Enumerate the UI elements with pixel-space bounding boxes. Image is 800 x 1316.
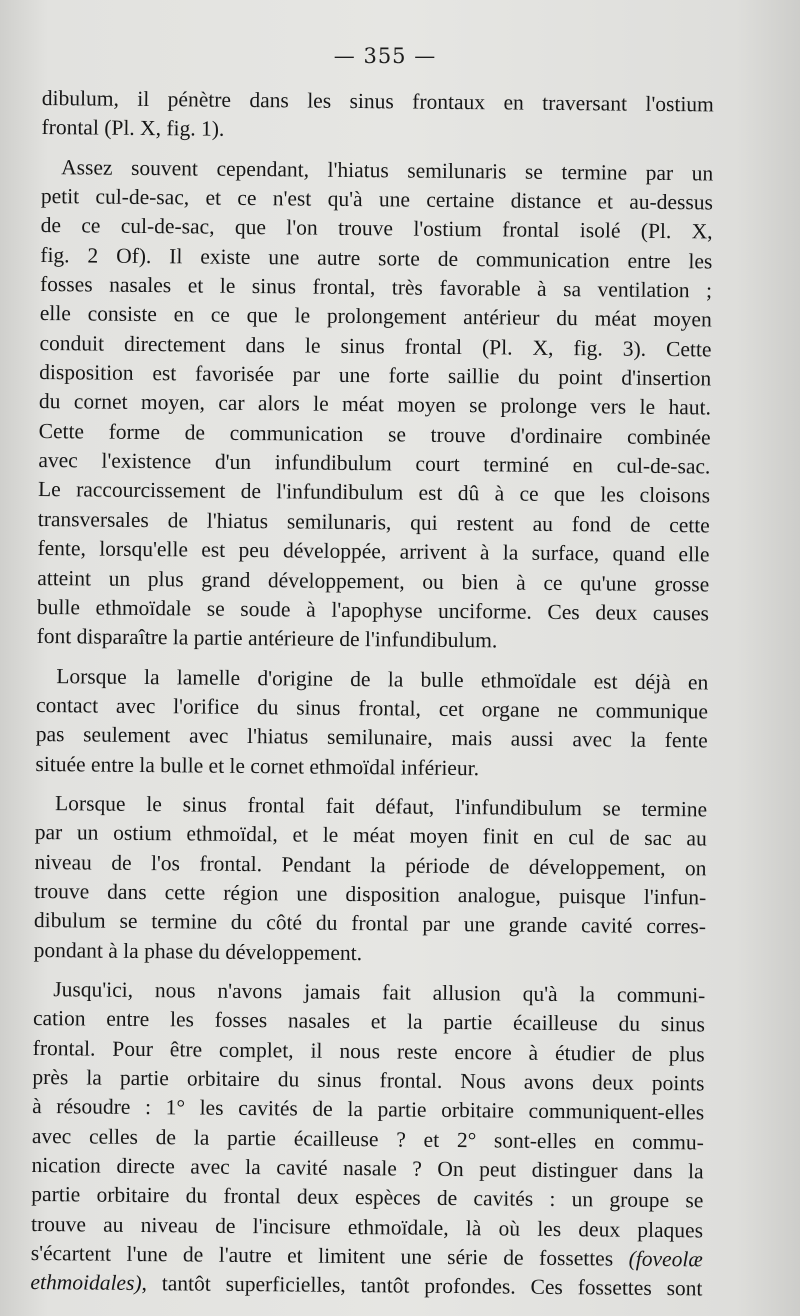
text-line: partie orbitaire du frontal deux espèces de cavités : un groupe se <box>31 1182 704 1213</box>
italic-term: (foveolæ <box>628 1246 703 1272</box>
text-line: pondant à la phase du développement. <box>33 937 363 965</box>
text-line: Jusqu'ici, nous n'avons jamais fait allusion qu'à la communi- <box>53 977 706 1008</box>
text-line: Assez souvent cependant, l'hiatus semilunaris se termine par un <box>61 154 714 186</box>
text-line: nication directe avec la cavité nasale ? On peut distinguer dans la <box>31 1152 704 1184</box>
text-line: transversales de l'hiatus semilunaris, qui restent au fond de cette <box>37 506 710 538</box>
text-segment: s'écartent l'une de l'autre et limitent une série de fossettes <box>30 1241 614 1271</box>
text-line: frontal. Pour être complet, il nous reste encore à étudier de plus <box>32 1035 705 1067</box>
italic-term: ethmoidales) <box>30 1270 142 1296</box>
text-line <box>30 1268 702 1304</box>
text-line: située entre la bulle et le cornet ethmoïdal inférieur. <box>35 751 480 780</box>
text-line: elle consiste en ce que le prolongement antérieur du méat moyen <box>39 301 712 332</box>
text-line: dibulum, il pénètre dans les sinus frontaux en traversant l'ostium <box>41 85 714 117</box>
text-line: du cornet moyen, car alors le méat moyen se prolonge vers le haut. <box>38 389 712 420</box>
text-line: Cette forme de communication se trouve d'ordinaire combinée <box>38 418 711 450</box>
text-line: bulle ethmoïdale se soude à l'apophyse unciforme. Ces deux causes <box>36 594 710 626</box>
text-line: cation entre les fosses nasales et la partie écailleuse du sinus <box>32 1006 706 1037</box>
text-line: atteint un plus grand développement, ou bien à ce qu'une grosse <box>37 565 710 596</box>
text-line: petit cul-de-sac, et ce n'est qu'à une certaine distance et au-dessus <box>40 184 714 215</box>
text-line: frontal (Pl. X, fig. 1). <box>41 115 225 142</box>
text-line: disposition est favorisée par une forte saillie du point d'insertion <box>39 360 712 391</box>
text-line: trouve au niveau de l'incisure ethmoïdale, là où les deux plaques <box>30 1211 704 1243</box>
text-line: niveau de l'os frontal. Pendant la période de développement, on <box>34 849 707 881</box>
text-line: fig. 2 Of). Il existe une autre sorte de communication entre les <box>40 242 713 274</box>
text-line: par un ostium ethmoïdal, et le méat moyen finit en cul de sac au <box>34 820 707 851</box>
text-line: de ce cul-de-sac, que l'on trouve l'ostium frontal isolé (Pl. X, <box>40 213 713 244</box>
text-line: pas seulement avec l'hiatus semilunaire, mais aussi avec la fente <box>35 722 708 753</box>
body-text <box>30 84 714 1304</box>
text-segment: , tantôt superficielles, tantôt profondes. Ces fossettes sont <box>141 1271 703 1301</box>
text-line: avec celles de la partie écailleuse ? et 2° sont-elles en commu- <box>31 1123 704 1155</box>
text-line: dibulum se termine du côté du frontal par une grande cavité corres- <box>33 908 707 939</box>
text-line: contact avec l'orifice du sinus frontal, cet organe ne communique <box>35 692 709 724</box>
text-line: près la partie orbitaire du sinus frontal. Nous avons deux points <box>32 1064 705 1096</box>
text-line: à résoudre : 1° les cavités de la partie orbitaire communiquent-elles <box>32 1094 705 1125</box>
text-line: avec l'existence d'un infundibulum court terminé en cul-de-sac. <box>38 448 711 479</box>
text-line: fente, lorsqu'elle est peu développée, arrivent à la surface, quand elle <box>37 536 710 567</box>
text-line: conduit directement dans le sinus frontal (Pl. X, fig. 3). Cette <box>39 330 712 362</box>
text-line: font disparaître la partie antérieure de l'infundibulum. <box>36 624 498 653</box>
text-line: trouve dans cette région une disposition analogue, puisque l'infun- <box>34 878 707 910</box>
text-line: fosses nasales et le sinus frontal, très favorable à sa ventilation ; <box>39 272 713 303</box>
page-number: — 355 — <box>333 44 437 68</box>
text-line: Lorsque le sinus frontal fait défaut, l'infundibulum se termine <box>54 791 708 822</box>
text-line: Lorsque la lamelle d'origine de la bulle ethmoïdale est déjà en <box>56 663 709 694</box>
text-line: Le raccourcissement de l'infundibulum est dû à ce que les cloisons <box>37 477 711 508</box>
